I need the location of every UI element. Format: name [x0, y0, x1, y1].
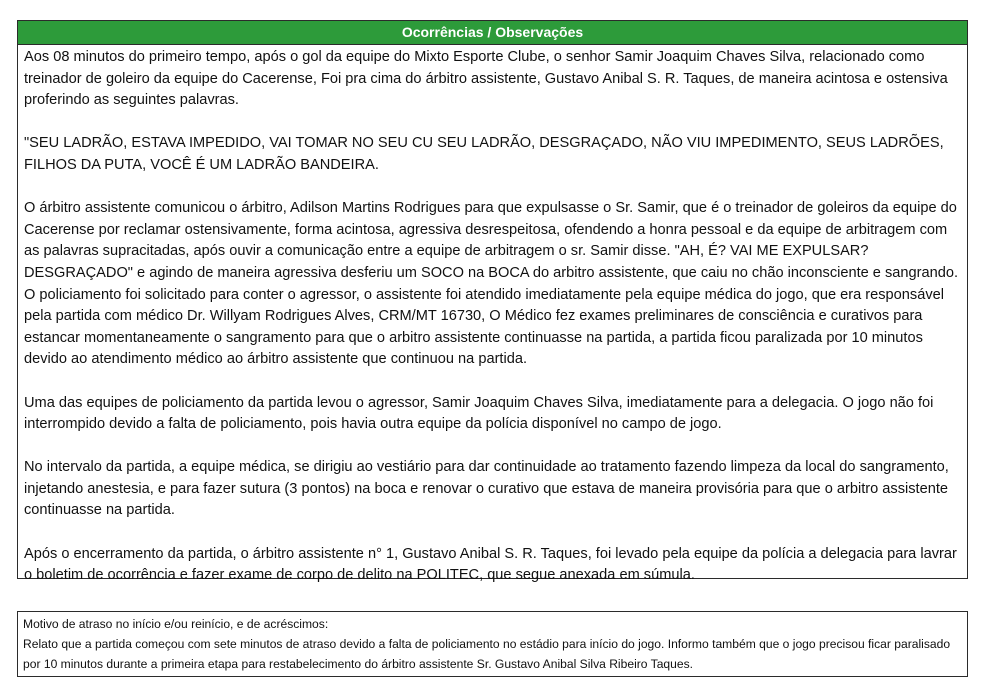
observations-section — [17, 20, 968, 584]
delay-text: Relato que a partida começou com sete minutos de atraso devido a falta de policiamento no estádio para início do jogo. Informo também que o jogo precisou ficar paralisado por 10 minutos durante a primeira etapa para restabelecimento do árbitro assistente Sr. Gustavo Anibal Silva Ribeiro Taques. — [23, 637, 951, 671]
observations-body — [18, 45, 967, 587]
observation-paragraph: Uma das equipes de policiamento da partida levou o agressor, Samir Joaquim Chaves Silva, imediatamente para a delegacia. O jogo não foi interrompido devido a falta de policiamento, pois havia outra equipe da polícia disponível no campo de jogo. — [24, 394, 934, 433]
observation-paragraph: No intervalo da partida, a equipe médica, se dirigiu ao vestiário para dar continuidade ao tratamento fazendo limpeza da local do sangramento, injetando anestesia, e para fazer sutura (3 pontos) na boca e renovar o curativo que estava de maneira provisória para que o arbitro assistente continuasse na partida. — [24, 459, 949, 519]
delay-label: Motivo de atraso no início e/ou reinício, e de acréscimos: — [23, 617, 329, 631]
observation-paragraph: Após o encerramento da partida, o árbitro assistente n° 1, Gustavo Anibal S. R. Taques, foi levado pela equipe da polícia a delegacia para lavrar o boletim de ocorrência e fazer exame de corpo de delito na POLITEC, que segue anexada em súmula. — [24, 545, 957, 584]
delay-section — [17, 611, 968, 677]
observations-header: Ocorrências / Observações — [18, 21, 967, 45]
observation-paragraph: O árbitro assistente comunicou o árbitro, Adilson Martins Rodrigues para que expulsasse o Sr. Samir, que é o treinador de goleiros da equipe do Cacerense por reclamar ostensivamente, forma acintosa, agressiva desrespeitosa, ofendendo a honra pessoal e da equipe de arbitragem com as palavras supracitadas, após ouvir a comunicação entre a equipe de arbitragem o sr. Samir disse. "AH, É? VAI ME EXPULSAR? DESGRAÇADO" e agindo de maneira agressiva desferiu um SOCO na BOCA do arbitro assistente, que caiu no chão inconsciente e sangrando. O policiamento foi solicitado para conter o agressor, o assistente foi atendido imediatamente pela equipe médica do jogo, que era responsável pela partida com médico Dr. Willyam Rodrigues Alves, CRM/MT 16730, O Médico fez exames preliminares de consciência e curativos para estancar momentaneamente o sangramento para que o arbitro assistente continuasse na partida, a partida ficou paralizada por 10 minutos devido ao atendimento médico ao árbitro assistente que continuou na partida. — [24, 200, 959, 368]
observation-paragraph: Aos 08 minutos do primeiro tempo, após o gol da equipe do Mixto Esporte Clube, o senhor Samir Joaquim Chaves Silva, relacionado como treinador de goleiro da equipe do Cacerense, Foi pra cima do árbitro assistente, Gustavo Anibal S. R. Taques, de maneira acintosa e ostensiva proferindo as seguintes palavras. — [24, 49, 948, 109]
observation-paragraph: "SEU LADRÃO, ESTAVA IMPEDIDO, VAI TOMAR NO SEU CU SEU LADRÃO, DESGRAÇADO, NÃO VIU IMPEDIMENTO, SEUS LADRÕES, FILHOS DA PUTA, VOCÊ É UM LADRÃO BANDEIRA. — [24, 135, 944, 173]
